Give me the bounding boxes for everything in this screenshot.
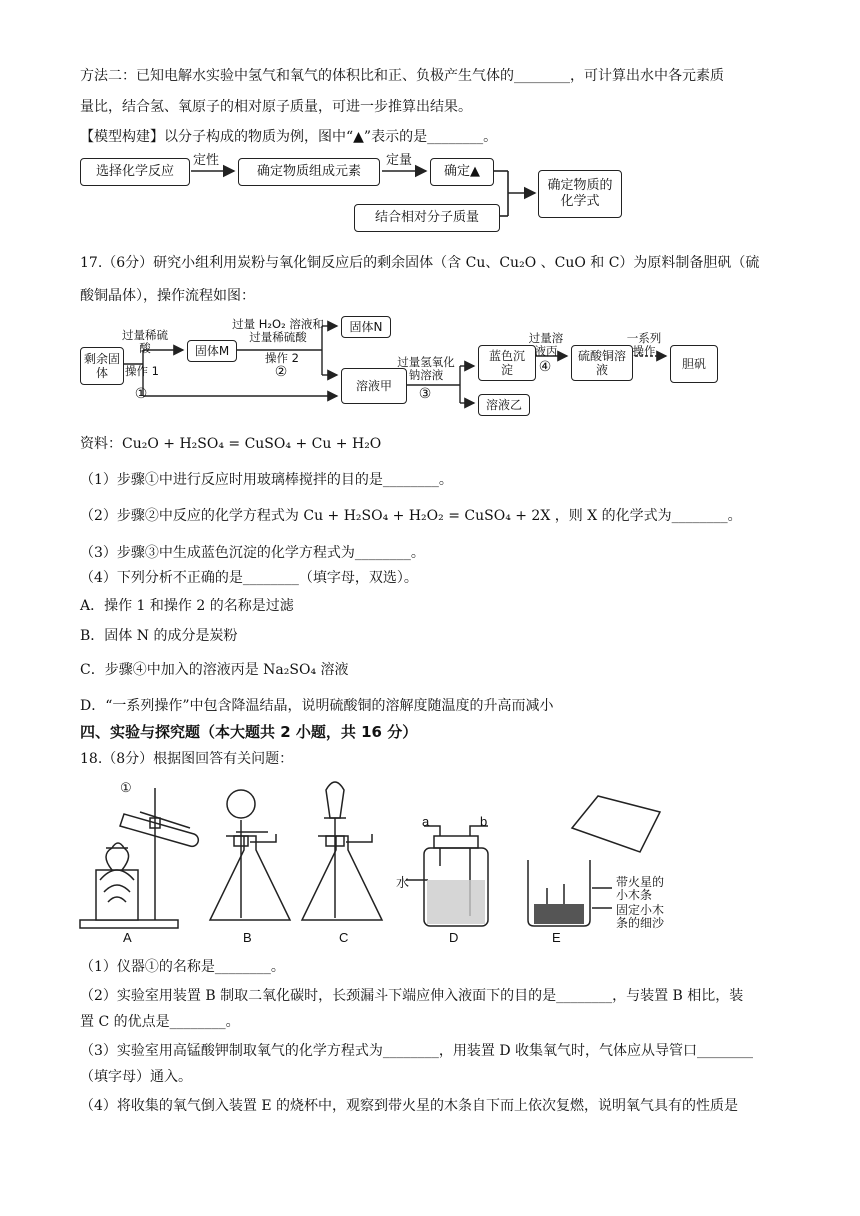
box-relative-molecular-mass: 结合相对分子质量 (354, 204, 500, 232)
question-18-3: （3）实验室用高锰酸钾制取氧气的化学方程式为________，用装置 D 收集氧气时，气体应从导管口________ (80, 1043, 754, 1059)
label-excess-solution-bing: 过量溶液丙 (528, 331, 564, 358)
caption-d: D (449, 930, 459, 945)
label-step-4: ④ (538, 359, 552, 375)
label-excess-naoh: 过量氢氧化钠溶液 (397, 355, 455, 382)
option-a: A．操作 1 和操作 2 的名称是过滤 (80, 598, 294, 614)
flow-solid-m: 固体M (187, 340, 237, 362)
caption-b: B (243, 930, 252, 945)
label-tube-a: a (422, 814, 430, 829)
question-18-2-cont: 置 C 的优点是________。 (80, 1014, 240, 1030)
box-determine-triangle: 确定▲ (430, 158, 494, 186)
label-h2o2-h2so4: 过量 H₂O₂ 溶液和过量稀硫酸 (232, 317, 324, 344)
label-step-2: ② (274, 364, 288, 380)
question-18-1: （1）仪器①的名称是________。 (80, 959, 285, 975)
question-18: 18.（8分）根据图回答有关问题： (80, 751, 294, 767)
line-model-build: 【模型构建】以分子构成的物质为例，图中“▲”表示的是________。 (80, 129, 498, 145)
label-step-3: ③ (418, 386, 432, 402)
caption-a: A (123, 930, 132, 945)
line-method2: 方法二：已知电解水实验中氢气和氧气的体积比和正、负极产生气体的________，可计算出水中各元素质 (80, 68, 724, 84)
flow-blue-precipitate: 蓝色沉淀 (478, 345, 536, 381)
flow-cuso4-solution: 硫酸铜溶液 (571, 345, 633, 381)
label-operation-2: 操作 2 (265, 351, 299, 365)
label-operation-1: 操作 1 (125, 364, 159, 378)
label-qualitative: 定性 (193, 153, 220, 168)
label-quantitative: 定量 (386, 153, 413, 168)
option-b: B．固体 N 的成分是炭粉 (80, 628, 238, 644)
label-series-operations: 一系列操作 (626, 331, 662, 358)
question-18-3-cont: （填字母）通入。 (80, 1069, 192, 1085)
label-water: 水 (396, 875, 410, 890)
flow-product-danfan: 胆矾 (670, 345, 718, 383)
option-d: D．“一系列操作”中包含降温结晶，说明硫酸铜的溶解度随温度的升高而减小 (80, 698, 554, 714)
question-17-3: （3）步骤③中生成蓝色沉淀的化学方程式为________。 (80, 545, 425, 561)
caption-c: C (339, 930, 349, 945)
label-instrument-1: ① (120, 780, 132, 795)
flow-solution-jia: 溶液甲 (341, 368, 407, 404)
flow-solid-n: 固体N (341, 316, 391, 338)
question-18-4: （4）将收集的氧气倒入装置 E 的烧杯中，观察到带火星的木条自下而上依次复燃，说明氧气具有的性质是 (80, 1098, 739, 1114)
box-determine-formula: 确定物质的化学式 (538, 170, 622, 218)
flow-start-solid: 剩余固体 (80, 347, 124, 385)
line-method2-cont: 量比，结合氢、氧原子的相对原子质量，可进一步推算出结果。 (80, 99, 472, 115)
question-17-4: （4）下列分析不正确的是________（填字母，双选）。 (80, 570, 418, 586)
question-18-2: （2）实验室用装置 B 制取二氧化碳时，长颈漏斗下端应伸入液面下的目的是________，与装置 B 相比，装 (80, 988, 744, 1004)
section-4-heading: 四、实验与探究题（本大题共 2 小题，共 16 分） (80, 723, 418, 741)
label-excess-h2so4: 过量稀硫酸 (122, 328, 168, 355)
label-fine-sand: 固定小木条的细沙 (616, 903, 665, 930)
question-17-cont: 酸铜晶体），操作流程如图： (80, 288, 255, 304)
box-determine-elements: 确定物质组成元素 (238, 158, 380, 186)
reference-equation: 资料：Cu₂O + H₂SO₄ = CuSO₄ + Cu + H₂O (80, 436, 382, 452)
option-c: C．步骤④中加入的溶液丙是 Na₂SO₄ 溶液 (80, 662, 349, 678)
label-glowing-splint: 带火星的小木条 (616, 875, 665, 902)
question-17: 17.（6分）研究小组利用炭粉与氧化铜反应后的剩余固体（含 Cu、Cu₂O 、CuO 和 C）为原料制备胆矾（硫 (80, 255, 760, 271)
question-17-2: （2）步骤②中反应的化学方程式为 Cu + H₂SO₄ + H₂O₂ = CuSO₄ + 2X ，则 X 的化学式为________。 (80, 508, 742, 524)
label-tube-b: b (480, 814, 488, 829)
label-step-1: ① (134, 386, 148, 402)
question-17-1: （1）步骤①中进行反应时用玻璃棒搅拌的目的是________。 (80, 472, 453, 488)
box-select-reaction: 选择化学反应 (80, 158, 190, 186)
flow-solution-yi: 溶液乙 (478, 394, 530, 416)
caption-e: E (552, 930, 561, 945)
